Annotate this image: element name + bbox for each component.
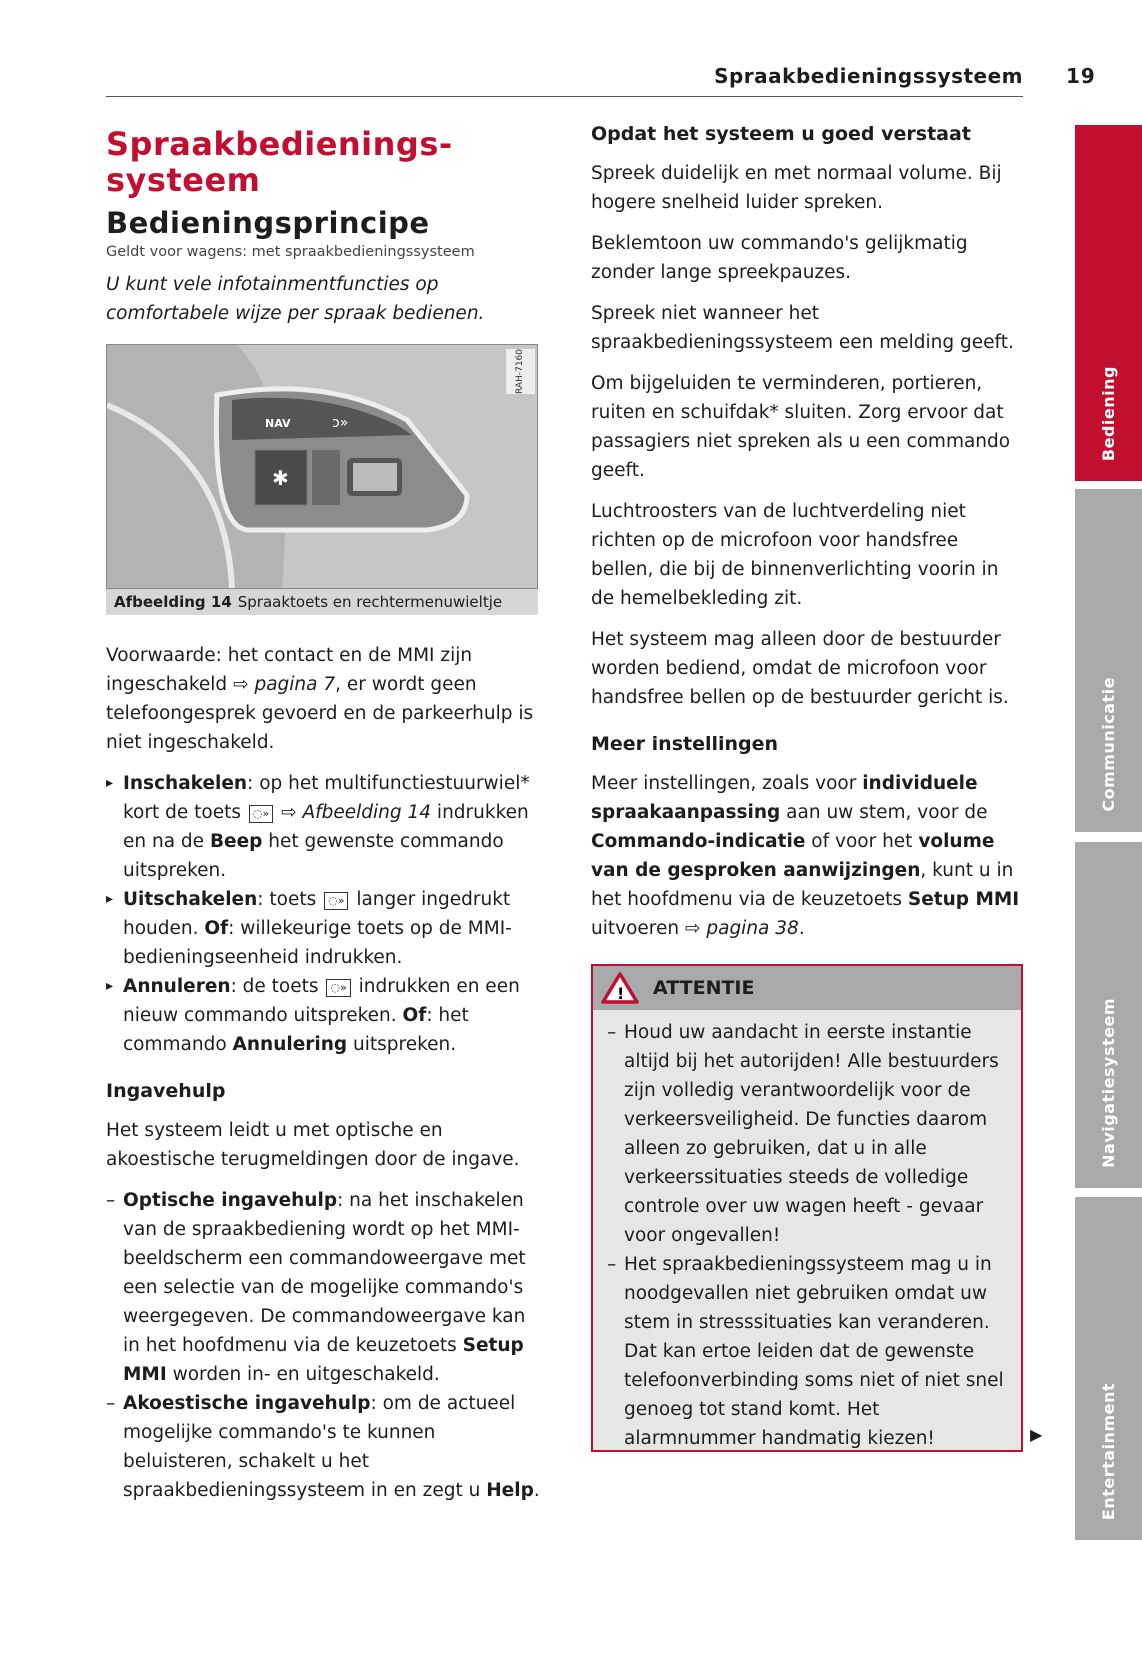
- figure-steering-wheel: [106, 344, 538, 589]
- tip-paragraph: Om bijgeluiden te verminderen, portieren, ruiten en schuifdak* sluiten. Zorg ervoor dat passagiers niet spreken als u een commando geeft.: [591, 373, 1011, 481]
- help-list: [106, 1186, 542, 1505]
- text-segment: : om de actueel mogelijke commando's te kunnen beluisteren, schakelt u het spraakbedieningssysteem in en zegt u: [123, 1393, 516, 1501]
- svg-text:✱: ✱: [272, 466, 289, 490]
- side-tab-communicatie[interactable]: [1075, 489, 1142, 832]
- text-segment: aan uw stem, voor de: [780, 802, 988, 823]
- text-segment: langer ingedrukt houden.: [123, 889, 511, 939]
- understanding-heading: Opdat het systeem u goed verstaat: [591, 123, 971, 145]
- text-segment: Voorwaarde: het contact en de MMI zijn ingeschakeld: [106, 645, 473, 695]
- text-segment: Meer instellingen, zoals voor: [591, 773, 863, 794]
- tab-label: Entertainment: [1099, 1382, 1118, 1520]
- text-segment: ⇨: [684, 918, 707, 939]
- warning-box: [591, 964, 1023, 1452]
- text-segment: Help: [486, 1480, 534, 1501]
- step-item: [106, 885, 542, 972]
- tips-paragraphs: [591, 159, 1023, 712]
- text-segment: uitspreken.: [347, 1034, 457, 1055]
- text-segment: Afbeelding 14: [302, 802, 432, 823]
- text-segment: Inschakelen: [123, 773, 248, 794]
- text-segment: Annulering: [232, 1034, 348, 1055]
- text-segment: .: [533, 1480, 540, 1501]
- side-tab-bediening[interactable]: [1075, 125, 1142, 481]
- text-segment: Akoestische ingavehulp: [123, 1393, 371, 1414]
- text-segment: : toets: [257, 889, 323, 910]
- text-segment: Beep: [209, 831, 263, 852]
- steering-wheel-illustration: [107, 345, 538, 589]
- text-segment: , kunt u in het hoofdmenu via de keuzetoets: [591, 860, 1014, 910]
- tab-label: Navigatiesysteem: [1099, 998, 1118, 1168]
- tip-paragraph: Beklemtoon uw commando's gelijkmatig zonder lange spreekpauzes.: [591, 233, 968, 283]
- help-item: [106, 1389, 542, 1505]
- tip-paragraph: Het systeem mag alleen door de bestuurder worden bediend, omdat de microfoon voor handsfree bellen op de bestuurder gericht is.: [591, 629, 1009, 708]
- step-item: [106, 972, 542, 1059]
- more-settings-text: [591, 769, 1023, 943]
- continue-arrow-icon: ▶: [1030, 1425, 1043, 1444]
- text-segment: of voor het: [805, 831, 919, 852]
- text-segment: indrukken en een nieuw commando uitspreken.: [123, 976, 520, 1026]
- figure-code: RAH-7160: [506, 349, 535, 394]
- text-segment: individuele spraakaanpassing: [591, 773, 978, 823]
- tab-label: Bediening: [1099, 365, 1118, 461]
- figure-caption: [106, 589, 538, 615]
- tip-paragraph: Spreek duidelijk en met normaal volume. Bij hogere snelheid luider spreken.: [591, 163, 1002, 213]
- text-segment: Optische ingavehulp: [123, 1190, 338, 1211]
- applies-to: Geldt voor wagens: met spraakbedieningssysteem: [106, 244, 475, 260]
- warning-item: – Houd uw aandacht in eerste instantie altijd bij het autorijden! Alle bestuurders zijn volledig verantwoordelijk voor de verkeersveiligheid. De functies daarom alleen zo gebruiken, dat u in alle verkeerssituaties steeds de volledige controle over uw wagen heeft - gevaar voor ongevallen!: [607, 1018, 1005, 1250]
- text-segment: uitvoeren: [591, 918, 685, 939]
- voice-key-icon: ◌»: [249, 805, 273, 823]
- text-segment: Of: [402, 1005, 427, 1026]
- nav-button-label: NAV: [265, 417, 291, 430]
- section-title: Bedieningsprincipe: [106, 206, 430, 240]
- help-heading: Ingavehulp: [106, 1080, 226, 1102]
- intro-text: U kunt vele infotainmentfuncties op comfortabele wijze per spraak bedienen.: [106, 274, 485, 324]
- text-segment: Commando-indicatie: [591, 831, 806, 852]
- text-segment: : de toets: [230, 976, 325, 997]
- warning-item: – Het spraakbedieningssysteem mag u in noodgevallen niet gebruiken omdat uw stem in stresssituaties kan veranderen. Dat kan ertoe leiden dat de gewenste telefoonverbinding soms niet of niet snel genoeg tot stand komt. Het alarmnummer handmatig kiezen!: [607, 1250, 1005, 1453]
- warning-header: [593, 966, 1021, 1010]
- tab-label: Communicatie: [1099, 677, 1118, 812]
- text-segment: Annuleren: [123, 976, 231, 997]
- left-column: [106, 122, 542, 1505]
- text-segment: : het commando: [123, 1005, 469, 1055]
- text-segment: , er wordt geen telefoongesprek gevoerd en de parkeerhulp is niet ingeschakeld.: [106, 674, 534, 753]
- step-item: [106, 769, 542, 885]
- text-segment: ⇨: [275, 802, 303, 823]
- figure-caption-text: Spraaktoets en rechtermenuwieltje: [237, 593, 503, 611]
- text-segment: ⇨: [233, 674, 255, 695]
- voice-key-icon: ◌»: [326, 979, 350, 997]
- figure-label: Afbeelding 14: [114, 593, 232, 611]
- precondition: [106, 641, 542, 757]
- text-segment: het gewenste commando uitspreken.: [123, 831, 504, 881]
- header-divider: [106, 96, 1023, 97]
- text-segment: Of: [204, 918, 229, 939]
- warning-title: ATTENTIE: [653, 977, 755, 999]
- help-intro: Het systeem leidt u met optische en akoestische terugmeldingen door de ingave.: [106, 1120, 520, 1170]
- help-item: [106, 1186, 542, 1389]
- svg-text:!: !: [617, 984, 625, 1003]
- running-header: Spraakbedieningssysteem: [714, 64, 1023, 88]
- text-segment: worden in- en uitgeschakeld.: [166, 1364, 440, 1385]
- more-settings-heading: Meer instellingen: [591, 733, 779, 755]
- right-column: [591, 122, 1023, 955]
- warning-triangle-icon: [601, 972, 639, 1004]
- svg-text:ↄ»: ↄ»: [332, 415, 349, 431]
- steps-list: [106, 769, 542, 1059]
- text-segment: pagina 7: [254, 674, 336, 695]
- text-segment: pagina 38: [706, 918, 799, 939]
- side-tab-entertainment[interactable]: [1075, 1197, 1142, 1540]
- side-tab-navigatiesysteem[interactable]: [1075, 842, 1142, 1188]
- warning-list: [593, 1010, 1021, 1453]
- text-segment: indrukken en na de: [123, 802, 529, 852]
- page-number: 19: [1066, 64, 1096, 88]
- text-segment: .: [798, 918, 805, 939]
- text-segment: volume van de gesproken aanwijzingen: [591, 831, 995, 881]
- text-segment: : op het multifunctiestuurwiel* kort de toets: [123, 773, 530, 823]
- chapter-title: Spraakbedienings-systeem: [106, 125, 453, 199]
- tip-paragraph: Spreek niet wanneer het spraakbedieningssysteem een melding geeft.: [591, 303, 1014, 353]
- voice-key-icon: ◌»: [324, 892, 348, 910]
- text-segment: : na het inschakelen van de spraakbediening wordt op het MMI-beeldscherm een commandoweergave met een selectie van de mogelijke commando's weergegeven. De commandoweergave kan in het hoofdmenu via de keuzetoets: [123, 1190, 526, 1356]
- text-segment: Uitschakelen: [123, 889, 258, 910]
- tip-paragraph: Luchtroosters van de luchtverdeling niet richten op de microfoon voor handsfree bellen, die bij de binnenverlichting voorin in de hemelbekleding zit.: [591, 501, 999, 609]
- text-segment: : willekeurige toets op de MMI-bedieningseenheid indrukken.: [123, 918, 512, 968]
- text-segment: Setup MMI: [907, 889, 1020, 910]
- text-segment: Setup MMI: [123, 1335, 524, 1385]
